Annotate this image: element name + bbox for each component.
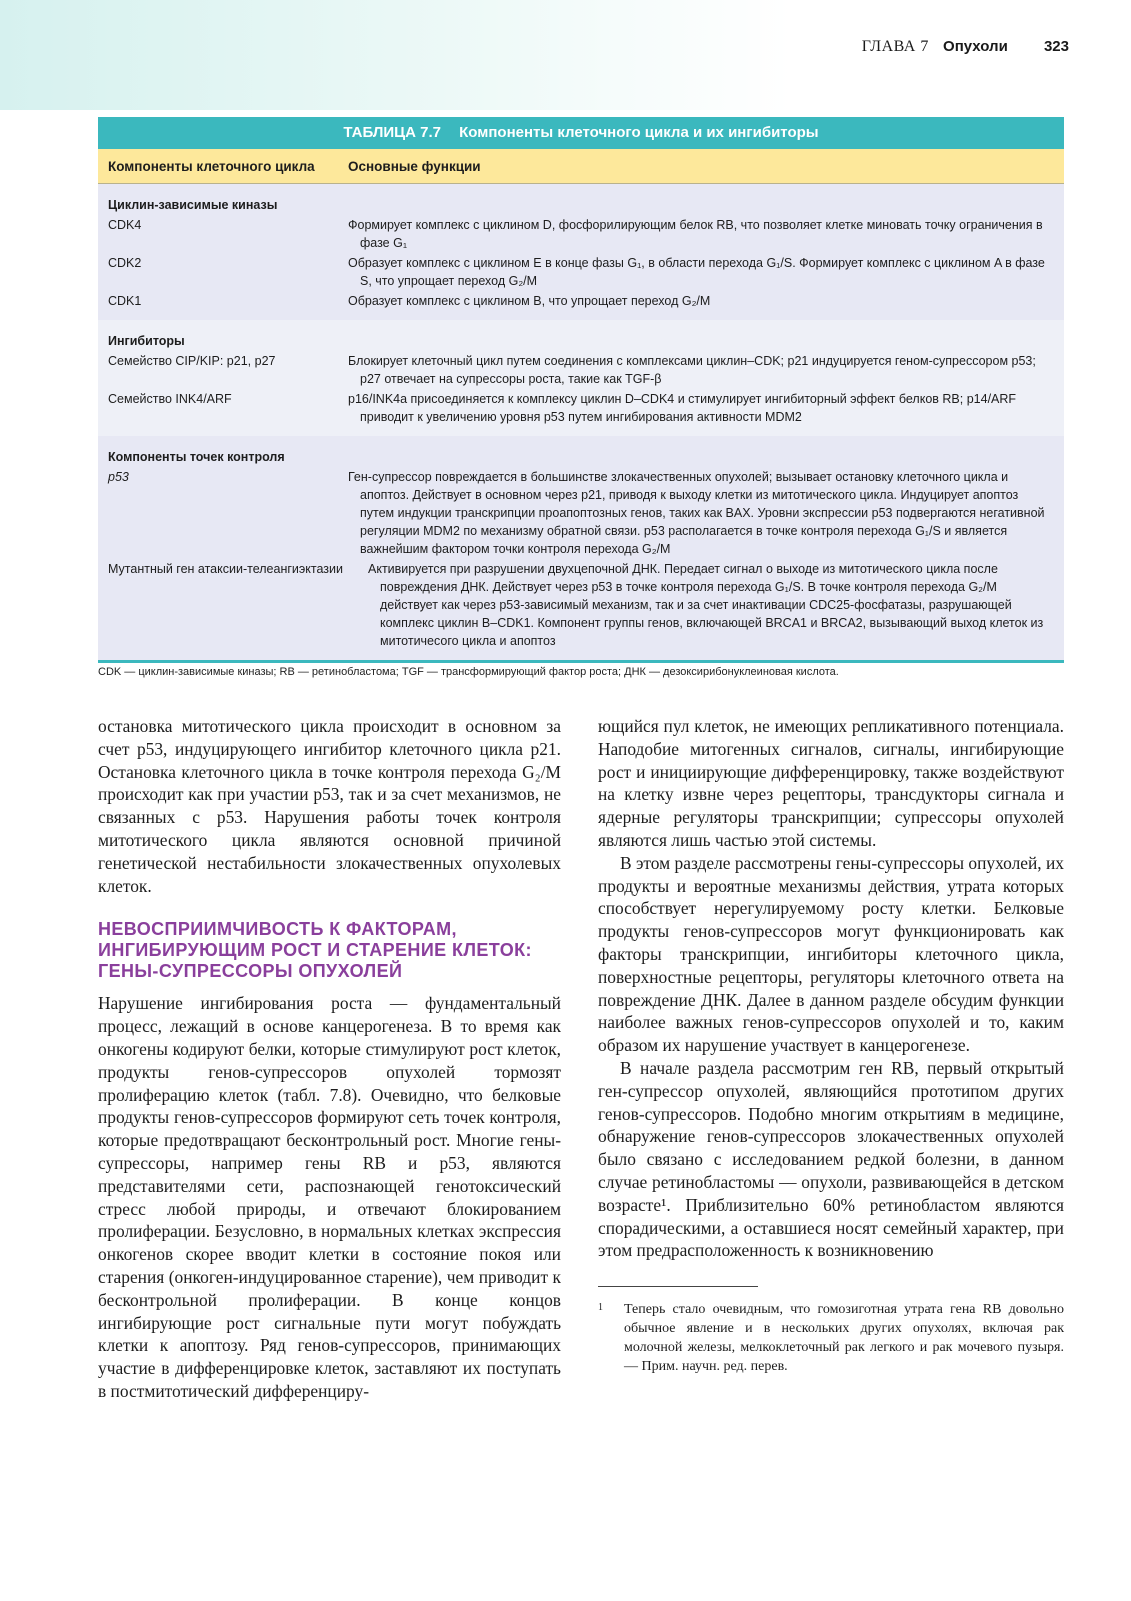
row-desc: Активируется при разрушении двухцепочной ДНК. Передает сигнал о выходе из митотического цикла после повреждения ДНК. Действует через p53 в точке контроля перехода G₁/S. В точке контроля перехода G₂/M действует как через p53-зависимый механизм, так и за счет инактивации CDC25-фосфатазы, разрушающей комплекс циклин B–CDK1. Компонент группы генов, включающей BRCA1 и BRCA2, вызывающий выход клеток из митотичесого цикла и апоптоз — [368, 562, 1044, 648]
row-name: CDK2 — [108, 256, 142, 270]
row-name: CDK4 — [108, 218, 142, 232]
table-number: ТАБЛИЦА 7.7 — [343, 124, 441, 141]
paragraph: В начале раздела рассмотрим ген RB, первый открытый ген-супрессор опухолей, являющийся прототипом других генов-супрессоров. Подобно многим открытиям в медицине, обнаружение генов-супрессоров злокачественных опухолей было связано с исследованием редкой болезни, в данном случае ретинобластомы — опухоли, развивающейся в детском возрасте¹. Приблизительно 60% ретинобластом являются спорадическими, а оставшиеся носят семейный характер, при этом предрасположенность к возникновению — [598, 1057, 1064, 1261]
row-desc: Образует комплекс с циклином B, что упрощает переход G₂/M — [348, 294, 711, 308]
row-desc: Образует комплекс с циклином E в конце фазы G₁, в области перехода G₁/S. Формирует комплекс с циклином A в фазе S, что упрощает переход G₂/M — [348, 256, 1045, 288]
row-name: Семейство INK4/ARF — [108, 392, 232, 406]
group-title: Ингибиторы — [108, 334, 185, 348]
row-name: p53 — [108, 470, 129, 484]
chapter-label: ГЛАВА 7 — [861, 38, 929, 55]
row-name: Мутантный ген атаксии-телеангиэктазии — [108, 562, 343, 576]
table-row — [98, 390, 1064, 426]
row-desc: Формирует комплекс с циклином D, фосфорилирующим белок RB, что позволяет клетке миновать точку ограничения в фазе G₁ — [348, 218, 1043, 250]
section-title: Опухоли — [943, 38, 1008, 55]
row-desc: p16/INK4a присоединяется к комплексу циклин D–CDK4 и стимулирует ингибиторный эффект белков RB; p14/ARF приводит к увеличению уровня p53 путем ингибирования активности MDM2 — [348, 392, 1017, 424]
paragraph: ющийся пул клеток, не имеющих репликативного потенциала. Наподобие митогенных сигналов, сигналы, ингибирующие рост и инициирующие дифференцировку, также воздействуют на клетку извне через рецепторы, трансдукторы сигнала и ядерные регуляторы транскрипции; супрессоры опухолей являются лишь частью этой системы. — [598, 716, 1064, 850]
footnote-text: Теперь стало очевидным, что гомозиготная утрата гена RB довольно обычное явление и в нескольких других опухолях, включая рак молочной железы, мелкоклеточный рак легкого и рак мочевого пузыря. — Прим. научн. ред. перев. — [624, 1302, 1064, 1374]
paragraph: остановка митотического цикла происходит в основном за счет p53, индуцирующего ингибитор клеточного цикла p21. Остановка клеточного цикла в точке контроля перехода G₂/M происходит как при участии p53, так и за счет механизмов, не связанных с p53. Нарушения работы точек контроля митотического цикла являются основной причиной генетической нестабильности злокачественных опухолевых клеток. — [98, 716, 561, 896]
row-desc: Ген-супрессор повреждается в большинстве злокачественных опухолей; вызывает остановку клеточного цикла и апоптоз. Действует в основном через p21, приводя к выходу клетки из митотического цикла. Индуцирует апоптоз путем индукции транскрипции проапоптозных генов, таких как BAX. Уровни экспрессии p53 подвергаются негативной регуляции MDM2 по механизму обратной связи. p53 располагается в точке контроля перехода G₁/S и является важнейшим фактором точки контроля перехода G₂/M — [348, 470, 1045, 556]
paragraph: В этом разделе рассмотрены гены-супрессоры опухолей, их продукты и вероятные механизмы действия, утрата которых способствует нерегулируемому росту клетки. Белковые продукты генов-супрессоров могут функционировать как факторы транскрипции, ингибиторы клеточного цикла, поверхностные рецепторы, регуляторы клеточного ответа на повреждение ДНК. Далее в данном разделе обсудим функции наиболее важных генов-супрессоров опухолей и то, каким образом их нарушение участвует в канцерогенезе. — [598, 852, 1064, 1056]
table-group-checkpoints — [98, 436, 1064, 660]
footnote — [598, 1300, 1064, 1376]
right-column — [598, 715, 1064, 1262]
table-abbreviations: CDK — циклин-зависимые киназы; RB — ретинобластома; TGF — трансформирующий фактор роста; ДНК — дезоксирибонуклеиновая кислота. — [98, 666, 839, 678]
running-head — [862, 38, 1069, 56]
table-title — [98, 117, 1064, 149]
table-bottom-rule — [98, 660, 1064, 663]
table-header-row — [98, 149, 1064, 184]
row-name: CDK1 — [108, 294, 142, 308]
table-group-inhibitors — [98, 320, 1064, 436]
table-group-cdk — [98, 184, 1064, 320]
col-header-components: Компоненты клеточного цикла — [108, 158, 315, 174]
paragraph: Нарушение ингибирования роста — фундаментальный процесс, лежащий в основе канцерогенеза. В то время как онкогены кодируют белки, которые стимулируют рост клеток, продукты генов-супрессоров опухолей тормозят пролиферацию клеток (табл. 7.8). Очевидно, что белковые продукты генов-супрессоров формируют сеть точек контроля, которые предотвращают бесконтрольный рост. Многие гены-супрессоры, например гены RB и p53, являются представителями сети, распознающей генотоксический стресс любой природы, и отвечают блокированием пролиферации. Безусловно, в нормальных клетках экспрессия онкогенов скорее вводит клетки в состояние покоя или старения (онкоген-индуцированное старение), чем приводит к бесконтрольной пролиферации. В конце концов ингибирующие рост сигнальные пути могут побуждать клетки к апоптозу. Ряд генов-супрессоров, принимающих участие в дифференцировке клеток, заставляют их поступать в постмитотический дифференциру- — [98, 993, 561, 1401]
left-column — [98, 715, 561, 1403]
group-title: Циклин-зависимые киназы — [108, 198, 278, 212]
table-row — [98, 352, 1064, 388]
group-title: Компоненты точек контроля — [108, 450, 285, 464]
row-name: Семейство CIP/KIP: p21, p27 — [108, 354, 276, 368]
table-row — [98, 468, 1064, 558]
table-caption: Компоненты клеточного цикла и их ингибиторы — [459, 124, 819, 141]
table-row — [98, 292, 1064, 310]
table-row — [98, 254, 1064, 290]
page-number: 323 — [1043, 38, 1069, 55]
col-header-functions: Основные функции — [348, 158, 481, 174]
table-7-7 — [98, 117, 1064, 663]
table-row — [98, 560, 1064, 650]
footnote-marker: 1 — [598, 1302, 603, 1313]
table-row — [98, 216, 1064, 252]
section-heading: НЕВОСПРИИМЧИВОСТЬ К ФАКТОРАМ, ИНГИБИРУЮЩИМ РОСТ И СТАРЕНИЕ КЛЕТОК: ГЕНЫ-СУПРЕССОРЫ ОПУХОЛЕЙ — [98, 919, 532, 982]
footnote-rule — [598, 1286, 758, 1287]
row-desc: Блокирует клеточный цикл путем соединения с комплексами циклин–CDK; p21 индуцируется геном-супрессором p53; p27 отвечает на супрессоры роста, такие как TGF-β — [348, 354, 1036, 386]
